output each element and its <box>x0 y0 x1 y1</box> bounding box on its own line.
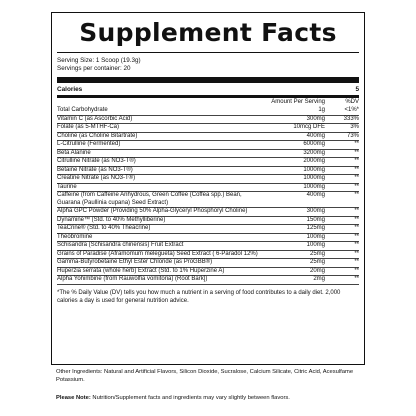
row-dv: ** <box>354 175 359 181</box>
row-name: Alpha Yohimbine (from Rauwolfia vomitoria) (Root Bark]) <box>57 276 208 282</box>
dv-footnote: *The % Daily Value (DV) tells you how much a nutrient in a serving of food contributes to a daily diet. 2,000 calories a day is used for general nutrition advice. <box>57 289 341 304</box>
row-name: Alpha GPC Powder (Providing 50% Alpha-Glyceryl Phosphoryl Choline) <box>57 208 248 214</box>
table-row <box>57 167 359 176</box>
row-dv: ** <box>354 233 359 240</box>
table-header <box>57 98 359 107</box>
heavy-divider <box>57 77 359 83</box>
divider <box>57 52 359 53</box>
row-name: Beta Alanine <box>57 149 91 156</box>
row-name: Total Carbohydrate <box>57 107 108 113</box>
row-dv: ** <box>354 183 359 190</box>
row-amount: 1000mg <box>303 183 325 190</box>
table-row <box>57 150 359 159</box>
table-row <box>57 158 359 167</box>
row-amount: 10mcg DFE <box>293 124 325 130</box>
table-row <box>57 175 359 184</box>
row-dv: ** <box>354 141 359 147</box>
row-dv: ** <box>354 208 359 214</box>
row-dv: 3% <box>350 124 359 130</box>
supplement-facts-panel <box>51 12 365 365</box>
row-amount: 300mg <box>306 115 325 122</box>
table-row <box>57 217 359 226</box>
table-row <box>57 251 359 260</box>
header-amount: Amount Per Serving <box>271 99 325 105</box>
serving-size: Serving Size: 1 Scoop (19.3g) <box>57 57 141 64</box>
row-amount: 300mg <box>306 208 325 214</box>
table-row <box>57 234 359 243</box>
row-dv: ** <box>354 250 359 257</box>
header-dv: %DV <box>345 99 359 105</box>
calories-value: 5 <box>355 86 359 93</box>
row-dv: ** <box>354 242 359 248</box>
row-dv: ** <box>354 166 359 173</box>
row-dv: 333% <box>343 115 359 122</box>
row-name: Choline (as Choline Bitartrate) <box>57 132 138 139</box>
row-name: Taurine <box>57 183 77 190</box>
row-name: Folate (as 5-MTHF-Ca) <box>57 124 120 130</box>
row-dv: ** <box>354 259 359 265</box>
row-dv: ** <box>354 267 359 274</box>
row-amount: 1000mg <box>303 175 325 181</box>
row-name: Gamma-Butyrobetaine Ethyl Ester Chloride (as ProGBB®) <box>57 259 213 265</box>
row-amount: 400mg <box>306 192 325 198</box>
calories-label: Calories <box>57 86 83 93</box>
row-name: Vitamin C (as Ascorbic Acid) <box>57 115 133 122</box>
row-name: Grains of Paradise (Aframomum melegueta) Seed Extract ( 6-Paradol 12%) <box>57 250 258 257</box>
row-name: Huperzia serrata (whole herb) Extract (Std. to 1% Huperzine A) <box>57 267 225 274</box>
serving-info <box>57 57 359 73</box>
row-dv: 73% <box>346 132 359 139</box>
table-row <box>57 124 359 133</box>
row-amount: 25mg <box>309 259 325 265</box>
row-name: Citrulline Nitrate (as NO3-T®) <box>57 158 136 164</box>
table-row <box>57 276 359 285</box>
row-amount: 20mg <box>309 267 325 274</box>
row-amount: 6000mg <box>303 141 325 147</box>
row-name: Theobromine <box>57 233 93 240</box>
row-dv: ** <box>354 192 359 198</box>
table-row <box>57 133 359 142</box>
table-row <box>57 141 359 150</box>
table-row <box>57 259 359 268</box>
ingredient-table <box>57 107 359 285</box>
row-name: TeaCrine® (Std. to 40% Theacrine) <box>57 225 151 231</box>
row-amount: 150mg <box>306 216 325 223</box>
please-note <box>56 394 368 402</box>
row-dv: ** <box>354 216 359 223</box>
row-dv: ** <box>354 225 359 231</box>
table-row <box>57 208 359 217</box>
row-amount: 125mg <box>306 225 325 231</box>
row-name: Creatine Nitrate (as NO3-T®) <box>57 175 136 181</box>
row-amount: 400mg <box>306 132 325 139</box>
table-row <box>57 116 359 125</box>
table-row <box>57 268 359 277</box>
row-dv: ** <box>354 276 359 282</box>
panel-title: Supplement Facts <box>79 18 337 47</box>
servings-per-container: Servings per container: 20 <box>57 65 131 72</box>
row-dv: ** <box>354 158 359 164</box>
row-name: Schisandra (Schisandra chinensis) Fruit Extract <box>57 242 184 248</box>
row-name: Caffeine (from Caffeine Anhydrous, Green Coffee (Coffea spp.) Bean, Guarana (Paullinia cupana) Seed Extract) <box>57 192 242 206</box>
row-amount: 2000mg <box>303 158 325 164</box>
row-amount: 100mg <box>306 242 325 248</box>
note-label: Please Note: <box>56 395 91 401</box>
table-row <box>57 225 359 234</box>
row-amount: 3200mg <box>303 149 325 156</box>
table-row <box>57 192 359 208</box>
table-row <box>57 242 359 251</box>
table-row <box>57 184 359 193</box>
row-name: Dynamine™ (Std. to 40% Methylliberine) <box>57 216 166 223</box>
other-ingredients: Other Ingredients: Natural and Artificial Flavors, Silicon Dioxide, Sucralose, Calcium Silicate, Citric Acid, Acesulfame Potassium. <box>56 369 354 384</box>
row-dv: ** <box>354 149 359 156</box>
row-amount: 1g <box>318 107 325 113</box>
note-text: Nutrition/Supplement facts and ingredients may vary slightly between flavors. <box>90 395 290 401</box>
row-name: L-Citrulline (Fermented) <box>57 141 121 147</box>
row-amount: 100mg <box>306 233 325 240</box>
row-name: Betaine Nitrate (as NO3-T®) <box>57 166 133 173</box>
calories-row <box>57 85 359 94</box>
row-dv: <1%* <box>344 107 359 113</box>
row-amount: 1000mg <box>303 166 325 173</box>
row-amount: 2mg <box>313 276 325 282</box>
table-row <box>57 107 359 116</box>
row-amount: 25mg <box>309 250 325 257</box>
